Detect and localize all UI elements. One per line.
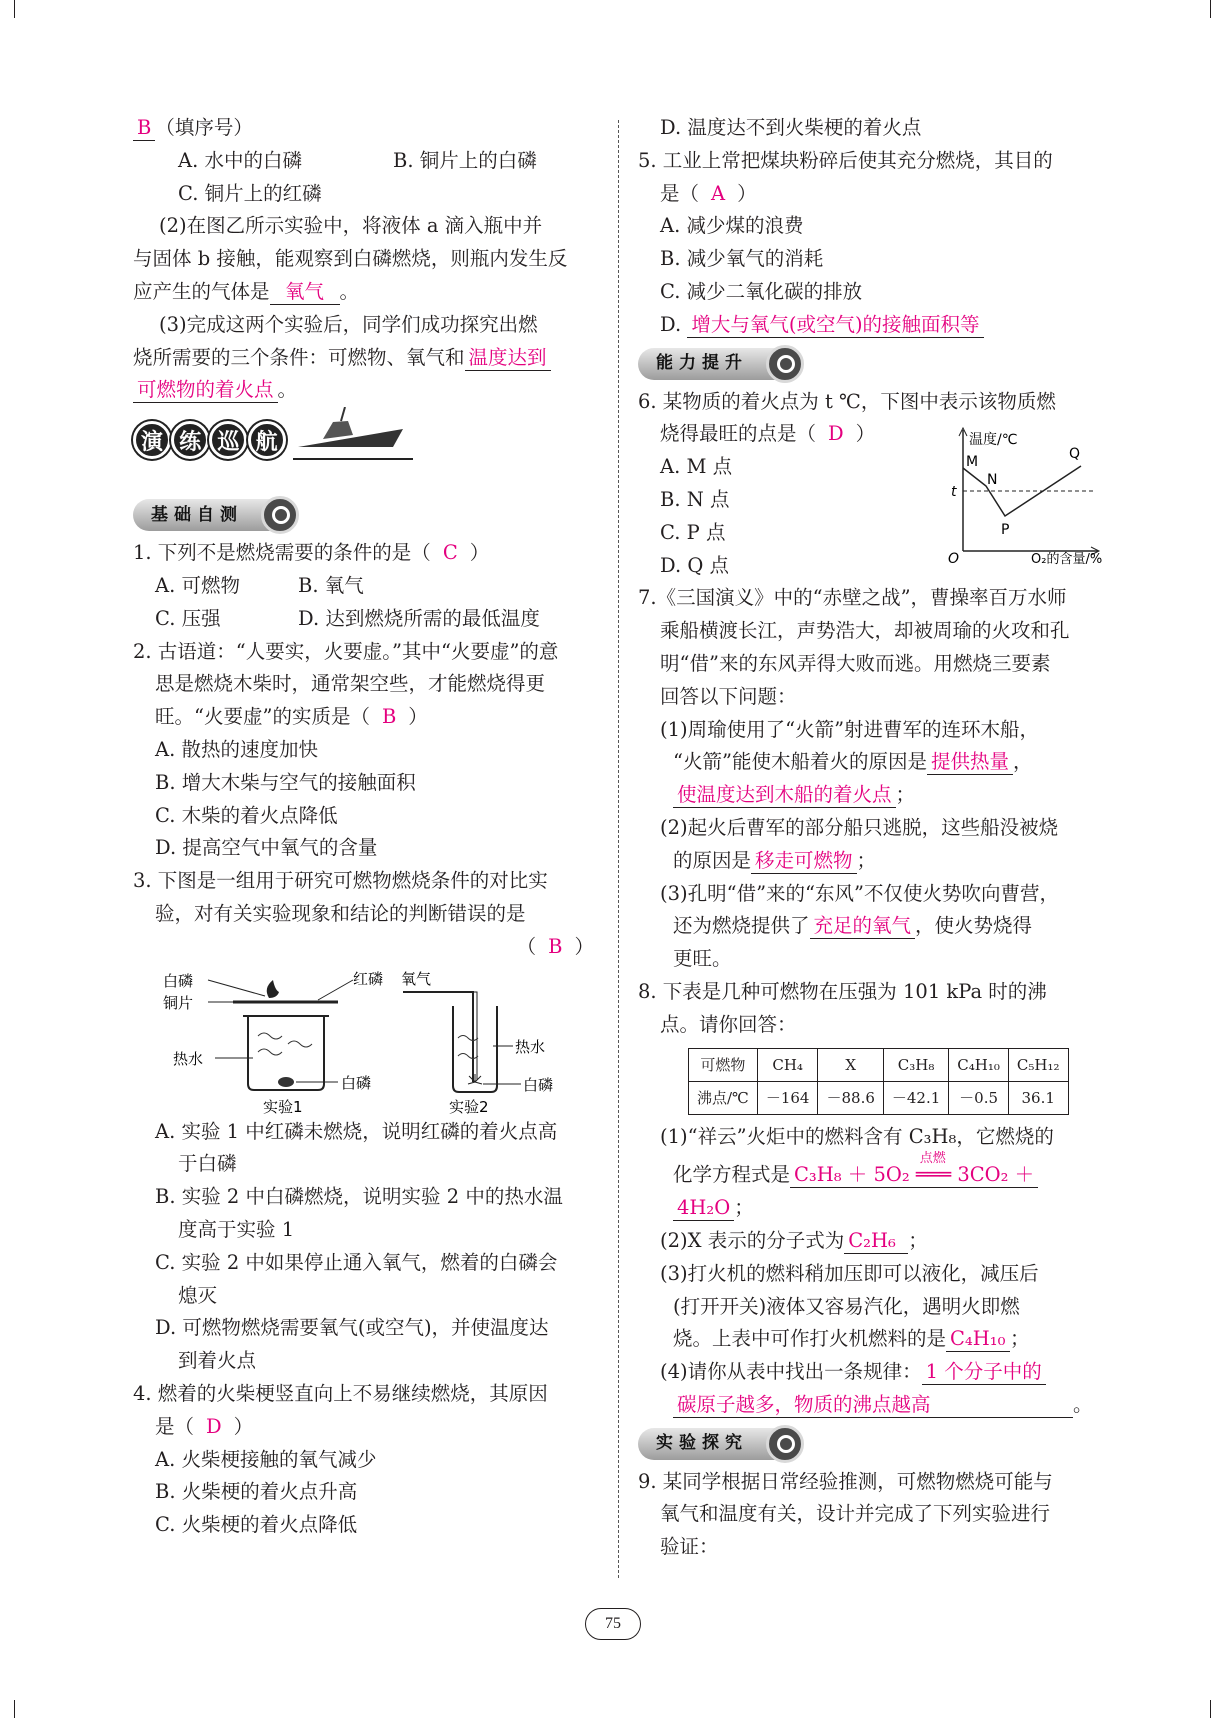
- graph-origin: O: [948, 550, 960, 566]
- table-cell: C₃H₈: [883, 1048, 948, 1081]
- label-exp2: 实验2: [449, 1097, 489, 1116]
- table-cell: －0.5: [949, 1081, 1009, 1114]
- graph-point-q: Q: [1069, 445, 1081, 462]
- crop-mark: [14, 0, 15, 18]
- search-icon: [766, 1425, 804, 1463]
- answer: D: [828, 422, 844, 446]
- answer: 碳原子越多，物质的沸点越高: [673, 1393, 1073, 1418]
- section-banner-experiment: 实验探究: [638, 1428, 800, 1460]
- section-title-char: 练: [171, 421, 209, 459]
- table-cell: C₄H₁₀: [949, 1048, 1009, 1081]
- answer: C₃H₈ ＋ 5O₂ 点燃 ═══ 3CO₂ ＋: [790, 1163, 1038, 1188]
- page-number: 75: [585, 1608, 641, 1640]
- label-yangqi: 氧气: [401, 969, 432, 988]
- section-banner-ability: 能力提升: [638, 348, 800, 380]
- answer: C₄H₁₀: [946, 1327, 1010, 1352]
- answer: 可燃物的着火点: [133, 378, 278, 403]
- table-cell: 36.1: [1008, 1081, 1068, 1114]
- right-column: D. 温度达不到火柴梗的着火点 5. 工业上常把煤块粉碎后使其充分燃烧，其目的 是（ A ） A. 减少煤的浪费 B. 减少氧气的消耗 C. 减少二氧化碳的排放 D. 增大与氧气(或空气)的接触面积等 能力提升 6. 某物质的着火点为 t ℃，下图中表示该物质燃 烧得最旺的点是（ D ） A. M 点 B. N 点 C. P 点 D. Q 点 温度/℃ O₂的含量/% O t M N P Q 7.《三国演义》中的“赤壁之战”，曹操率百万水师 乘船横渡长江，声势浩大，却被周瑜的火攻和孔 明“借”来的东风弄得大败而逃。用燃烧三要素 回答以下问题： (1)周瑜使用了“火箭”射进曹军的连环木船， “火箭”能使木船着火的原因是 提供热量 ， 使温度达到木船的着火点 ； (2)起火后曹军的部分船只逃脱，这些船没被烧 的原因是 移走可燃物 ； (3)孔明“借”来的“东风”不仅使火势吹向曹营， 还为燃烧提供了 充足的氧气 ，使火势烧得 更旺。 8. 下表是几种可燃物在压强为 101 kPa 时的沸 点。请你回答： 可燃物 CH₄ X C₃H₈ C₄H₁₀ C₅H₁₂ 沸点/℃ －164 －88.6 －42.1 －0.5 36.1 (1)“祥云”火炬中的燃料含有 C₃H₈，它燃烧的 化学方程式是 C₃H₈ ＋ 5O₂ 点燃 ═══ 3CO₂ ＋ 4H₂O ； (2)X 表示的分子式为 C₂H₆ ； (3)打火机的燃料稍加压即可以液化，减压后 (打开开关)液体又容易汽化，遇明火即燃 烧。上表中可作打火机燃料的是 C₄H₁₀ ； (4)请你从表中找出一条规律： 1 个分子中的 碳原子越多，物质的沸点越高 。 实验探究 9. 某同学根据日常经验推测，可燃物燃烧可能与 氧气和温度有关，设计并完成了下列实验进行 验证：: [638, 116, 1103, 1559]
- section-title: [133, 421, 600, 487]
- table-cell: CH₄: [757, 1048, 818, 1081]
- label-reshui2: 热水: [515, 1037, 546, 1056]
- answer: 充足的氧气: [810, 914, 916, 939]
- crop-mark: [1210, 0, 1211, 18]
- label-exp1: 实验1: [263, 1097, 303, 1116]
- label-tongpian: 铜片: [163, 993, 194, 1012]
- experiment-figure: [153, 966, 593, 1116]
- label-reshui: 热水: [173, 1049, 204, 1068]
- ship-icon: [293, 407, 413, 467]
- answer: 温度达到: [465, 346, 551, 371]
- answer: 增大与氧气(或空气)的接触面积等: [687, 313, 983, 338]
- graph-ylabel: 温度/℃: [969, 431, 1018, 448]
- answer: C: [442, 541, 458, 565]
- label-bailin2: 白磷: [341, 1073, 372, 1092]
- search-icon: [261, 496, 299, 534]
- graph-point-m: M: [966, 453, 979, 470]
- answer: 4H₂O: [673, 1196, 734, 1221]
- table-cell: 可燃物: [689, 1048, 758, 1081]
- answer: 移走可燃物: [751, 849, 857, 874]
- table-row: [689, 1048, 1069, 1081]
- crop-mark: [14, 1700, 15, 1718]
- section-title-char: 演: [133, 421, 171, 459]
- graph-point-n: N: [987, 471, 998, 488]
- answer: 氧气: [270, 280, 340, 305]
- temperature-graph: [943, 426, 1103, 566]
- table-cell: －42.1: [883, 1081, 948, 1114]
- graph-t: t: [951, 483, 957, 500]
- graph-point-p: P: [1001, 521, 1010, 538]
- answer: B: [548, 934, 563, 958]
- search-icon: [766, 345, 804, 383]
- table-row: [689, 1081, 1069, 1114]
- label-honglin: 红磷: [353, 969, 384, 988]
- answer: D: [206, 1414, 222, 1438]
- graph-xlabel: O₂的含量/%: [1031, 551, 1103, 566]
- answer: 提供热量: [927, 750, 1013, 775]
- table-cell: －88.6: [818, 1081, 883, 1114]
- section-title-char: 航: [248, 421, 286, 459]
- answer: C₂H₆: [844, 1229, 908, 1254]
- left-column: B （填序号） A. 水中的白磷 B. 铜片上的白磷 C. 铜片上的红磷 (2)在图乙所示实验中，将液体 a 滴入瓶中并 与固体 b 接触，能观察到白磷燃烧，则瓶内发生反 应产生的气体是 氧气 。 (3)完成这两个实验后，同学们成功探究出燃 烧所需要的三个条件：可燃物、氧气和 温度达到 可燃物的着火点 。 演 练 巡 航 基础自测 1. 下列不是燃烧需要的条件的是（ C ） A. 可燃物 B. 氧气 C. 压强 D. 达到燃烧所需的最低温度 2. 古语道：“人要实，火要虚。”其中“火要虚”的意 思是燃烧木柴时，通常架空些，才能燃烧得更 旺。“火要虚”的实质是（ B ） A. 散热的速度加快 B. 增大木柴与空气的接触面积 C. 木柴的着火点降低 D. 提高空气中氧气的含量 3. 下图是一组用于研究可燃物燃烧条件的对比实 验，对有关实验现象和结论的判断错误的是 （ B ） 白磷 铜片 红磷 热水 白磷 实验1 氧气 热水 白磷 实验2 A. 实验 1 中红磷未燃烧，说明红磷的着火点高 于白磷 B. 实验 2 中白磷燃烧，说明实验 2 中的热水温 度高于实验 1 C. 实验 2 中如果停止通入氧气，燃着的白磷会 熄灭 D. 可燃物燃烧需要氧气(或空气)，并使温度达 到着火点 4. 燃着的火柴梗竖直向上不易继续燃烧，其原因 是（ D ） A. 火柴梗接触的氧气减少 B. 火柴梗的着火点升高 C. 火柴梗的着火点降低: [133, 112, 600, 1542]
- label-bailin3: 白磷: [523, 1075, 554, 1094]
- answer: 使温度达到木船的着火点: [673, 783, 896, 808]
- section-title-char: 巡: [209, 421, 247, 459]
- table-cell: C₅H₁₂: [1008, 1048, 1068, 1081]
- crop-mark: [1210, 1700, 1211, 1718]
- answer: B: [133, 116, 155, 141]
- table-cell: 沸点/℃: [689, 1081, 758, 1114]
- answer: B: [381, 705, 397, 729]
- column-divider: [618, 120, 619, 1578]
- section-banner-basic: 基础自测: [133, 499, 295, 531]
- label-bailin: 白磷: [163, 971, 194, 990]
- boiling-point-table: [688, 1048, 1069, 1115]
- table-cell: －164: [757, 1081, 818, 1114]
- answer: A: [711, 181, 726, 205]
- answer: 1 个分子中的: [922, 1360, 1046, 1385]
- table-cell: X: [818, 1048, 883, 1081]
